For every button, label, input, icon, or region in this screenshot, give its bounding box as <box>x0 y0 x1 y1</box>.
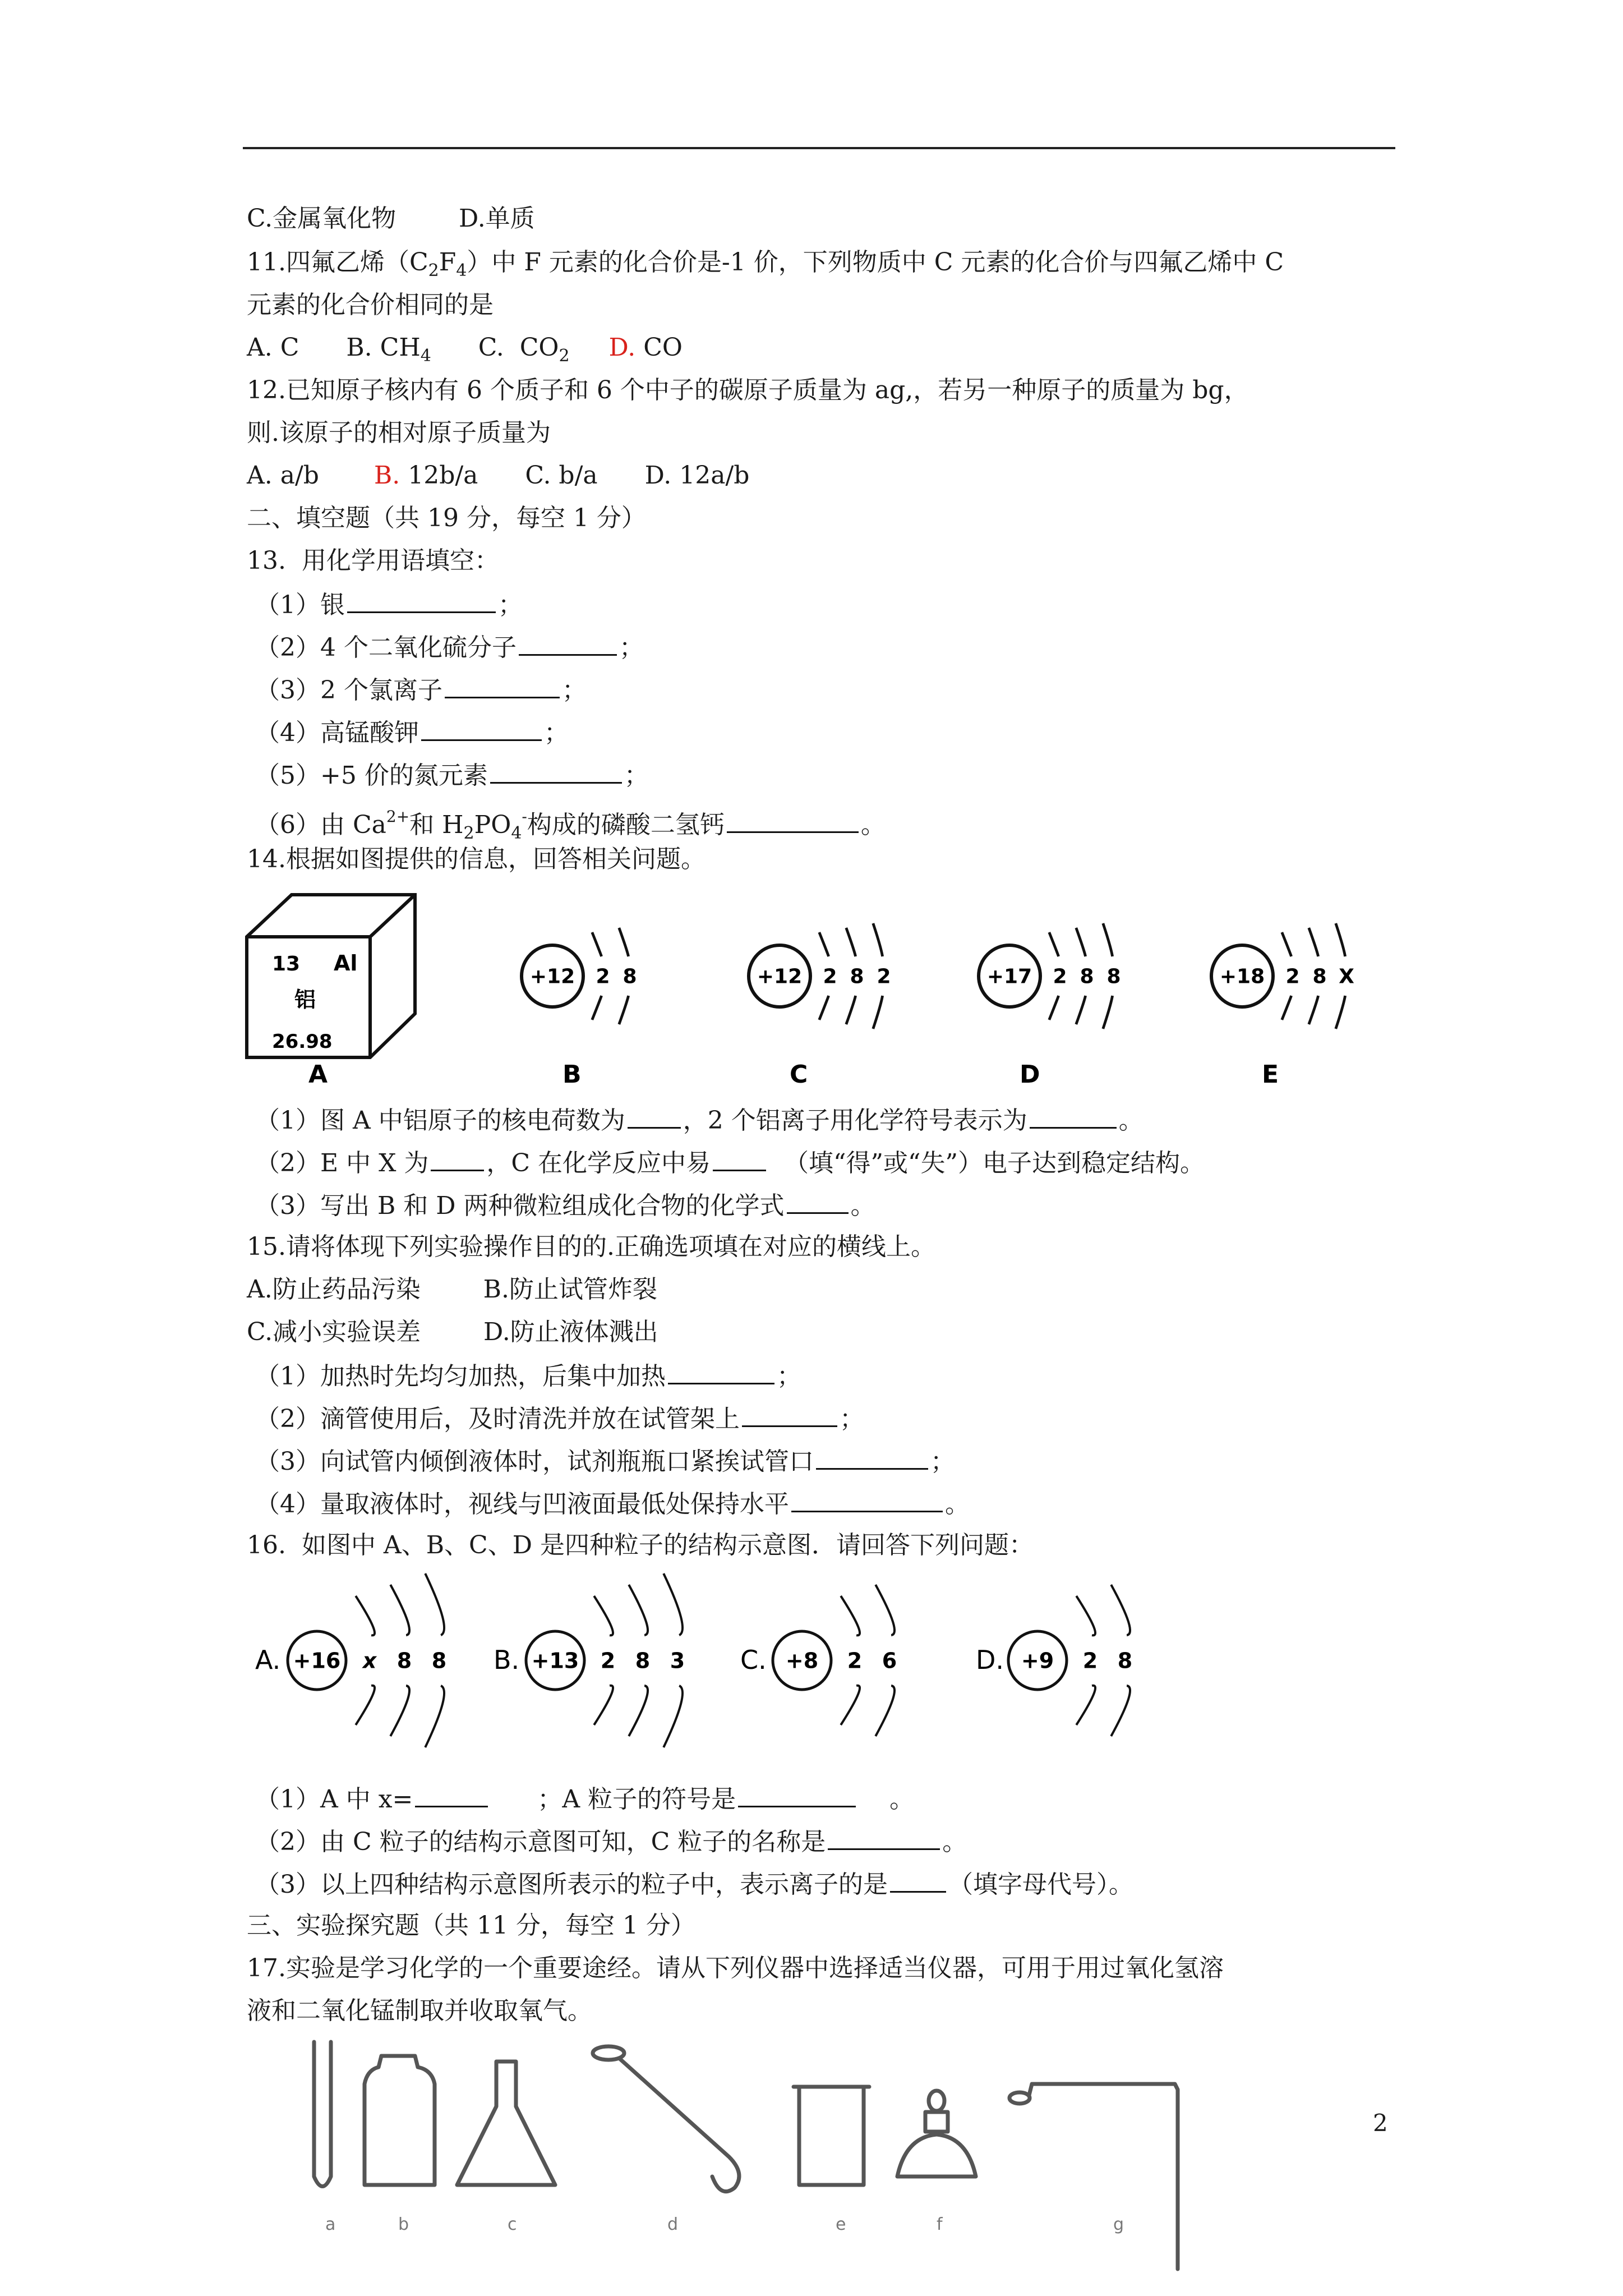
electron-shell-arc <box>663 1686 683 1747</box>
electron-count: 2 <box>823 965 837 988</box>
electron-shell-arc <box>390 1585 409 1635</box>
electron-shell-arc <box>873 996 883 1029</box>
answer-blank[interactable] <box>1030 1102 1117 1129</box>
electron-shell-arc <box>619 928 629 956</box>
answer-blank[interactable] <box>787 1188 849 1214</box>
q13-item-3: （3）2 个氯离子 ； <box>255 672 587 707</box>
q14-sub-2: （2）E 中 X 为 ，C 在化学反应中易 （填“得”或“失”）电子达到稳定结构。 <box>255 1145 1205 1180</box>
answer-blank[interactable] <box>816 1443 928 1470</box>
electron-count: 8 <box>850 965 864 988</box>
q13-item-6: （6）由 $Ca^{2+}$和 $H_2PO_4^-$构成的磷酸二氢钙 。 <box>255 807 886 843</box>
electron-shell-arc <box>1049 932 1059 956</box>
q15-item-1: （1）加热时先均匀加热，后集中加热 ； <box>255 1358 801 1393</box>
q12-answer-mark: B. <box>374 461 400 490</box>
electron-shell-arc <box>663 1573 683 1635</box>
electron-shell-arc <box>594 1596 613 1635</box>
electron-shell-arc <box>425 1573 444 1635</box>
q13-item-1: （1）银 ； <box>255 587 523 622</box>
header-rule <box>243 147 1395 149</box>
electron-shell-arc <box>629 1585 648 1635</box>
answer-blank[interactable] <box>742 1401 837 1427</box>
answer-blank[interactable] <box>890 1866 946 1893</box>
electron-shell-arc <box>1103 996 1113 1029</box>
apparatus-label: f <box>937 2215 943 2234</box>
section-3-heading: 三、实验探究题（共 11 分，每空 1 分） <box>247 1911 695 1940</box>
electron-count: 8 <box>1312 965 1327 988</box>
q13-item-4: （4）高锰酸钾 ； <box>255 715 569 750</box>
tile-symbol: Al <box>334 951 358 976</box>
electron-shell-arc <box>875 1686 895 1736</box>
electron-shell-arc <box>841 1596 860 1635</box>
nucleus-charge: +16 <box>293 1648 341 1673</box>
particle-label: C. <box>740 1645 767 1675</box>
q16-sub-1: （1）A 中 x= ；A 粒子的符号是 。 <box>255 1781 914 1816</box>
answer-blank[interactable] <box>738 1781 856 1807</box>
page-number: 2 <box>1373 2109 1388 2137</box>
q15-item-3: （3）向试管内倾倒液体时，试剂瓶瓶口紧挨试管口 ； <box>255 1443 955 1479</box>
electron-shell-arc <box>629 1686 648 1736</box>
fig-label-d: D <box>1020 1060 1040 1089</box>
electron-shell-arc <box>1309 996 1318 1024</box>
electron-count: X <box>1339 965 1354 988</box>
fig-label-e: E <box>1262 1060 1279 1089</box>
electron-shell-arc <box>1076 1596 1095 1635</box>
particle-label: D. <box>976 1645 1004 1675</box>
electron-count: 2 <box>1082 1648 1098 1673</box>
q13-stem: 13. 用化学用语填空： <box>247 546 499 575</box>
answer-blank[interactable] <box>445 672 560 698</box>
delivery-tube-icon <box>1009 2092 1030 2104</box>
electron-count: 8 <box>1117 1648 1133 1673</box>
beaker-icon <box>794 2087 869 2185</box>
electron-count: x <box>362 1648 377 1673</box>
apparatus-label: a <box>325 2215 336 2234</box>
electron-count: 8 <box>396 1648 412 1673</box>
nucleus-charge: +13 <box>531 1648 579 1673</box>
q16-sub-3: （3）以上四种结构示意图所表示的粒子中，表示离子的是 （填字母代号）。 <box>255 1866 1133 1902</box>
electron-shell-arc <box>846 928 856 956</box>
electron-count: 8 <box>431 1648 447 1673</box>
fig-label-a: A <box>308 1060 328 1089</box>
section-2-heading: 二、填空题（共 19 分，每空 1 分） <box>247 504 646 532</box>
electron-shell-arc <box>841 1686 860 1725</box>
q13-item-2: （2）4 个二氧化硫分子 ； <box>255 629 644 665</box>
electron-shell-arc <box>846 996 856 1024</box>
electron-shell-arc <box>1111 1686 1130 1736</box>
electron-shell-arc <box>356 1686 375 1725</box>
electron-count: 2 <box>596 965 610 988</box>
q11-answer-mark: D. <box>608 333 636 362</box>
gas-bottle-icon <box>365 2056 435 2185</box>
electron-shell-arc <box>1103 923 1113 956</box>
electron-shell-arc <box>819 996 829 1020</box>
nucleus-charge: +17 <box>986 965 1032 988</box>
q11-stem-cont: 元素的化合价相同的是 <box>247 291 494 319</box>
conical-flask-icon <box>457 2062 555 2185</box>
apparatus-label: g <box>1113 2215 1124 2234</box>
electron-count: 8 <box>635 1648 651 1673</box>
electron-shell-arc <box>1282 996 1292 1020</box>
particle-label: A. <box>255 1645 281 1675</box>
q11-options: A. C B. $CH_4$ C. $CO_2$ D. CO <box>247 333 683 366</box>
electron-shell-arc <box>1049 996 1059 1020</box>
nucleus-charge: +12 <box>757 965 803 988</box>
electron-shell-arc <box>1076 1686 1095 1725</box>
q12-stem-cont: 则.该原子的相对原子质量为 <box>247 418 551 447</box>
electron-count: 2 <box>877 965 891 988</box>
particle-label: B. <box>494 1645 520 1675</box>
electron-count: 2 <box>1053 965 1067 988</box>
q14-figure <box>241 889 1352 1097</box>
q10-options: C.金属氧化物 D.单质 <box>247 204 535 233</box>
electron-shell-arc <box>1076 928 1086 956</box>
electron-shell-arc <box>819 932 829 956</box>
electron-count: 8 <box>1080 965 1094 988</box>
answer-blank[interactable] <box>828 1824 940 1850</box>
answer-blank[interactable] <box>431 1145 484 1171</box>
q13-item-5: （5）+5 价的氮元素 ； <box>255 757 649 793</box>
electron-shell-arc <box>594 1686 613 1725</box>
test-tube-icon <box>314 2042 331 2187</box>
q15-item-2: （2）滴管使用后，及时清洗并放在试管架上 ； <box>255 1401 864 1436</box>
q12-stem: 12.已知原子核内有 6 个质子和 6 个中子的碳原子质量为 ag,，若另一种原子的质量为 bg， <box>247 376 1249 404</box>
q14-sub-1: （1）图 A 中铝原子的核电荷数为 ，2 个铝离子用化学符号表示为 。 <box>255 1102 1144 1138</box>
electron-shell-arc <box>1076 996 1086 1024</box>
nucleus-charge: +8 <box>785 1648 819 1673</box>
q16-sub-2: （2）由 C 粒子的结构示意图可知，C 粒子的名称是 。 <box>255 1824 967 1859</box>
electron-count: 8 <box>623 965 637 988</box>
electron-count: 6 <box>882 1648 897 1673</box>
electron-shell-arc <box>1336 923 1345 956</box>
apparatus-label: c <box>508 2215 517 2234</box>
electron-shell-arc <box>1282 932 1292 956</box>
apparatus-label: e <box>836 2215 846 2234</box>
fig-label-b: B <box>562 1060 582 1089</box>
answer-blank[interactable] <box>490 757 622 784</box>
tile-element-name: 铝 <box>294 987 316 1012</box>
electron-shell-arc <box>875 1585 895 1635</box>
apparatus-label: d <box>667 2215 679 2234</box>
q14-sub-3: （3）写出 B 和 D 两种微粒组成化合物的化学式 。 <box>255 1188 875 1223</box>
electron-shell-arc <box>1111 1585 1130 1635</box>
electron-count: 2 <box>600 1648 616 1673</box>
electron-shell-arc <box>356 1596 375 1635</box>
electron-shell-arc <box>425 1686 444 1747</box>
answer-blank[interactable] <box>791 1486 943 1512</box>
answer-blank[interactable] <box>415 1781 488 1807</box>
electron-shell-arc <box>873 923 883 956</box>
tile-atomic-mass: 26.98 <box>272 1030 333 1053</box>
alcohol-lamp-icon <box>925 2112 948 2132</box>
apparatus-label: b <box>398 2215 409 2234</box>
answer-blank[interactable] <box>347 587 496 613</box>
answer-blank[interactable] <box>668 1358 774 1384</box>
q15-options-ab: A.防止药品污染 B.防止试管炸裂 <box>247 1275 657 1304</box>
electron-shell-arc <box>1309 928 1318 956</box>
electron-count: 8 <box>1106 965 1121 988</box>
nucleus-charge: +12 <box>529 965 575 988</box>
answer-blank[interactable] <box>519 629 617 656</box>
electron-shell-arc <box>390 1686 409 1736</box>
q14-stem: 14.根据如图提供的信息，回答相关问题。 <box>247 845 706 873</box>
q16-stem: 16. 如图中 A、B、C、D 是四种粒子的结构示意图．请回答下列问题： <box>247 1531 1034 1559</box>
q15-options-cd: C.减小实验误差 D.防止液体溅出 <box>247 1318 658 1346</box>
q15-item-4: （4）量取液体时，视线与凹液面最低处保持水平 。 <box>255 1486 970 1521</box>
q17-stem: 17.实验是学习化学的一个重要途经。请从下列仪器中选择适当仪器，可用于用过氧化氢溶 <box>247 1954 1224 1982</box>
electron-count: 2 <box>847 1648 863 1673</box>
electron-count: 2 <box>1285 965 1300 988</box>
q15-stem: 15.请将体现下列实验操作目的的.正确选项填在对应的横线上。 <box>247 1232 935 1261</box>
q12-options: A. a/b B. 12b/a C. b/a D. 12a/b <box>247 461 750 490</box>
fig-label-c: C <box>790 1060 808 1089</box>
q17-apparatus-figure <box>303 2033 1267 2292</box>
tile-atomic-number: 13 <box>272 953 301 976</box>
answer-blank[interactable] <box>421 715 542 741</box>
answer-blank[interactable] <box>727 807 859 833</box>
answer-blank[interactable] <box>628 1102 681 1129</box>
nucleus-charge: +9 <box>1021 1648 1054 1673</box>
electron-shell-arc <box>1336 996 1345 1029</box>
answer-blank[interactable] <box>713 1145 766 1171</box>
nucleus-charge: +18 <box>1219 965 1265 988</box>
electron-shell-arc <box>619 996 629 1024</box>
q11-stem: 11.四氟乙烯$(C_2F_4)$中 F 元素的化合价是-1 价，下列物质中 C 元素的化合价与四氟乙烯中 C <box>247 248 1284 280</box>
electron-shell-arc <box>592 932 602 956</box>
q17-stem-cont: 液和二氧化锰制取并收取氧气。 <box>247 1996 592 2025</box>
electron-shell-arc <box>592 996 602 1020</box>
electron-count: 3 <box>670 1648 685 1673</box>
q16-figure <box>241 1571 1239 1756</box>
